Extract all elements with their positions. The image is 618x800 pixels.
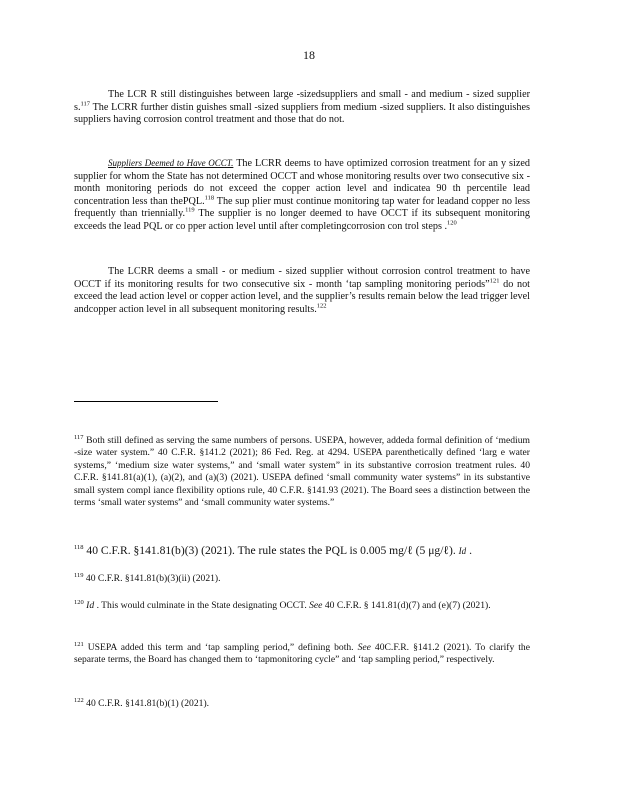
footnote-ref: 117 <box>80 100 91 108</box>
footnote-text: Both still defined as serving the same numbers of persons. USEPA, however, addeda formal definition of ‘medium -size water system.” 40 C.F.R. §141.2 (2021); 86 Fed. Reg. at 4294. USEPA parenthetically defined ‘larg e water systems,” ‘medium size water systems,” and ‘small water system” in its substantive corrosion treatment rules. 40 C.F.R. §141.81(a)(1), (a)(2), and (a)(3) (2021). USEPA defined ‘small community water systems” in its substantive small system compl iance flexibility options rule, 40 C.F.R. §141.93 (2021). The Board sees a distinction between the terms ‘small water systems” and ‘small community water systems.” <box>74 435 530 509</box>
footnote-ref: 119 <box>185 206 195 214</box>
paragraph-text: The sup plier must continue monitoring tap water for leadand copper no less frequently than triennially. <box>74 195 531 220</box>
paragraph-deemed-occt <box>74 157 530 234</box>
footnote-text: 40C.F.R. §141.2 (2021). To clarify the separate terms, the Board has changed them to ‘tapmonitoring cycle” and ‘tap sampling period,” respectively. <box>74 642 530 666</box>
footnote-number: 120 <box>74 598 84 606</box>
paragraph-text: do not exceed the lead action level or copper action level, and the supplier’s results remain below the lead trigger level andcopper action level in all subsequent monitoring results. <box>74 278 531 315</box>
footnote-number: 117 <box>74 433 84 441</box>
footnote-120 <box>74 600 530 612</box>
section-heading: Suppliers Deemed to Have OCCT. <box>108 158 234 168</box>
footnote-number: 119 <box>74 571 84 579</box>
paragraph-text: The LCR R still distinguishes between large -sizedsuppliers and small - and medium - sized supplier s. <box>74 89 530 113</box>
citation-id: Id <box>86 600 95 611</box>
footnote-separator <box>74 401 218 402</box>
footnote-text: 40 C.F.R. §141.81(b)(3) (2021). The rule states the PQL is 0.005 mg/ℓ (5 μg/ℓ). <box>86 544 456 557</box>
paragraph-text: The LCRR deems to have optimized corrosion treatment for an y sized supplier for whom the State has not determined OCCT and whose monitoring results over two consecutive six -month monitoring periods do not exceed the copper action level and indicatea 90 th percentile lead concentration less than thePQL. <box>74 158 530 207</box>
citation-signal: See <box>309 600 323 611</box>
footnote-text: . <box>469 544 472 557</box>
footnote-ref: 118 <box>204 194 215 202</box>
footnote-ref: 122 <box>316 302 327 310</box>
footnote-119 <box>74 573 530 585</box>
paragraph-text: The LCRR deems a small - or medium - sized supplier without corrosion control treatment to have OCCT if its monitoring results for two consecutive six - month ‘tap sampling monitoring periods” <box>74 266 530 290</box>
footnote-ref: 120 <box>447 219 457 227</box>
footnote-number: 122 <box>74 696 84 704</box>
footnote-117 <box>74 435 530 509</box>
footnote-text: . This would culminate in the State designating OCCT. <box>96 600 307 611</box>
footnote-text: 40 C.F.R. §141.81(b)(1) (2021). <box>86 698 210 709</box>
citation-signal: See <box>357 642 371 653</box>
paragraph-small-medium-supplier <box>74 266 530 316</box>
paragraph-text: The supplier is no longer deemed to have OCCT if its subsequent monitoring exceeds the lead PQL or co pper action level until after completingcorrosion con trol steps . <box>74 208 530 232</box>
paragraph-text: The LCRR further distin guishes small -sized suppliers from medium -sized suppliers. It also distinguishes suppliers having corrosion control treatment and those that do not. <box>74 101 530 126</box>
citation-id: Id <box>458 546 467 556</box>
paragraph-size-categories <box>74 89 530 127</box>
footnote-text: 40 C.F.R. §141.81(b)(3)(ii) (2021). <box>85 573 221 584</box>
footnote-number: 118 <box>74 544 84 552</box>
footnote-ref: 121 <box>489 277 500 285</box>
page-number: 18 <box>303 48 315 62</box>
footnote-text: 40 C.F.R. § 141.81(d)(7) and (e)(7) (2021). <box>324 600 491 611</box>
footnote-121 <box>74 642 530 667</box>
footnote-122 <box>74 698 530 710</box>
footnote-text: USEPA added this term and ‘tap sampling period,” defining both. <box>87 642 354 653</box>
footnote-118 <box>74 545 530 557</box>
footnote-number: 121 <box>74 640 84 648</box>
